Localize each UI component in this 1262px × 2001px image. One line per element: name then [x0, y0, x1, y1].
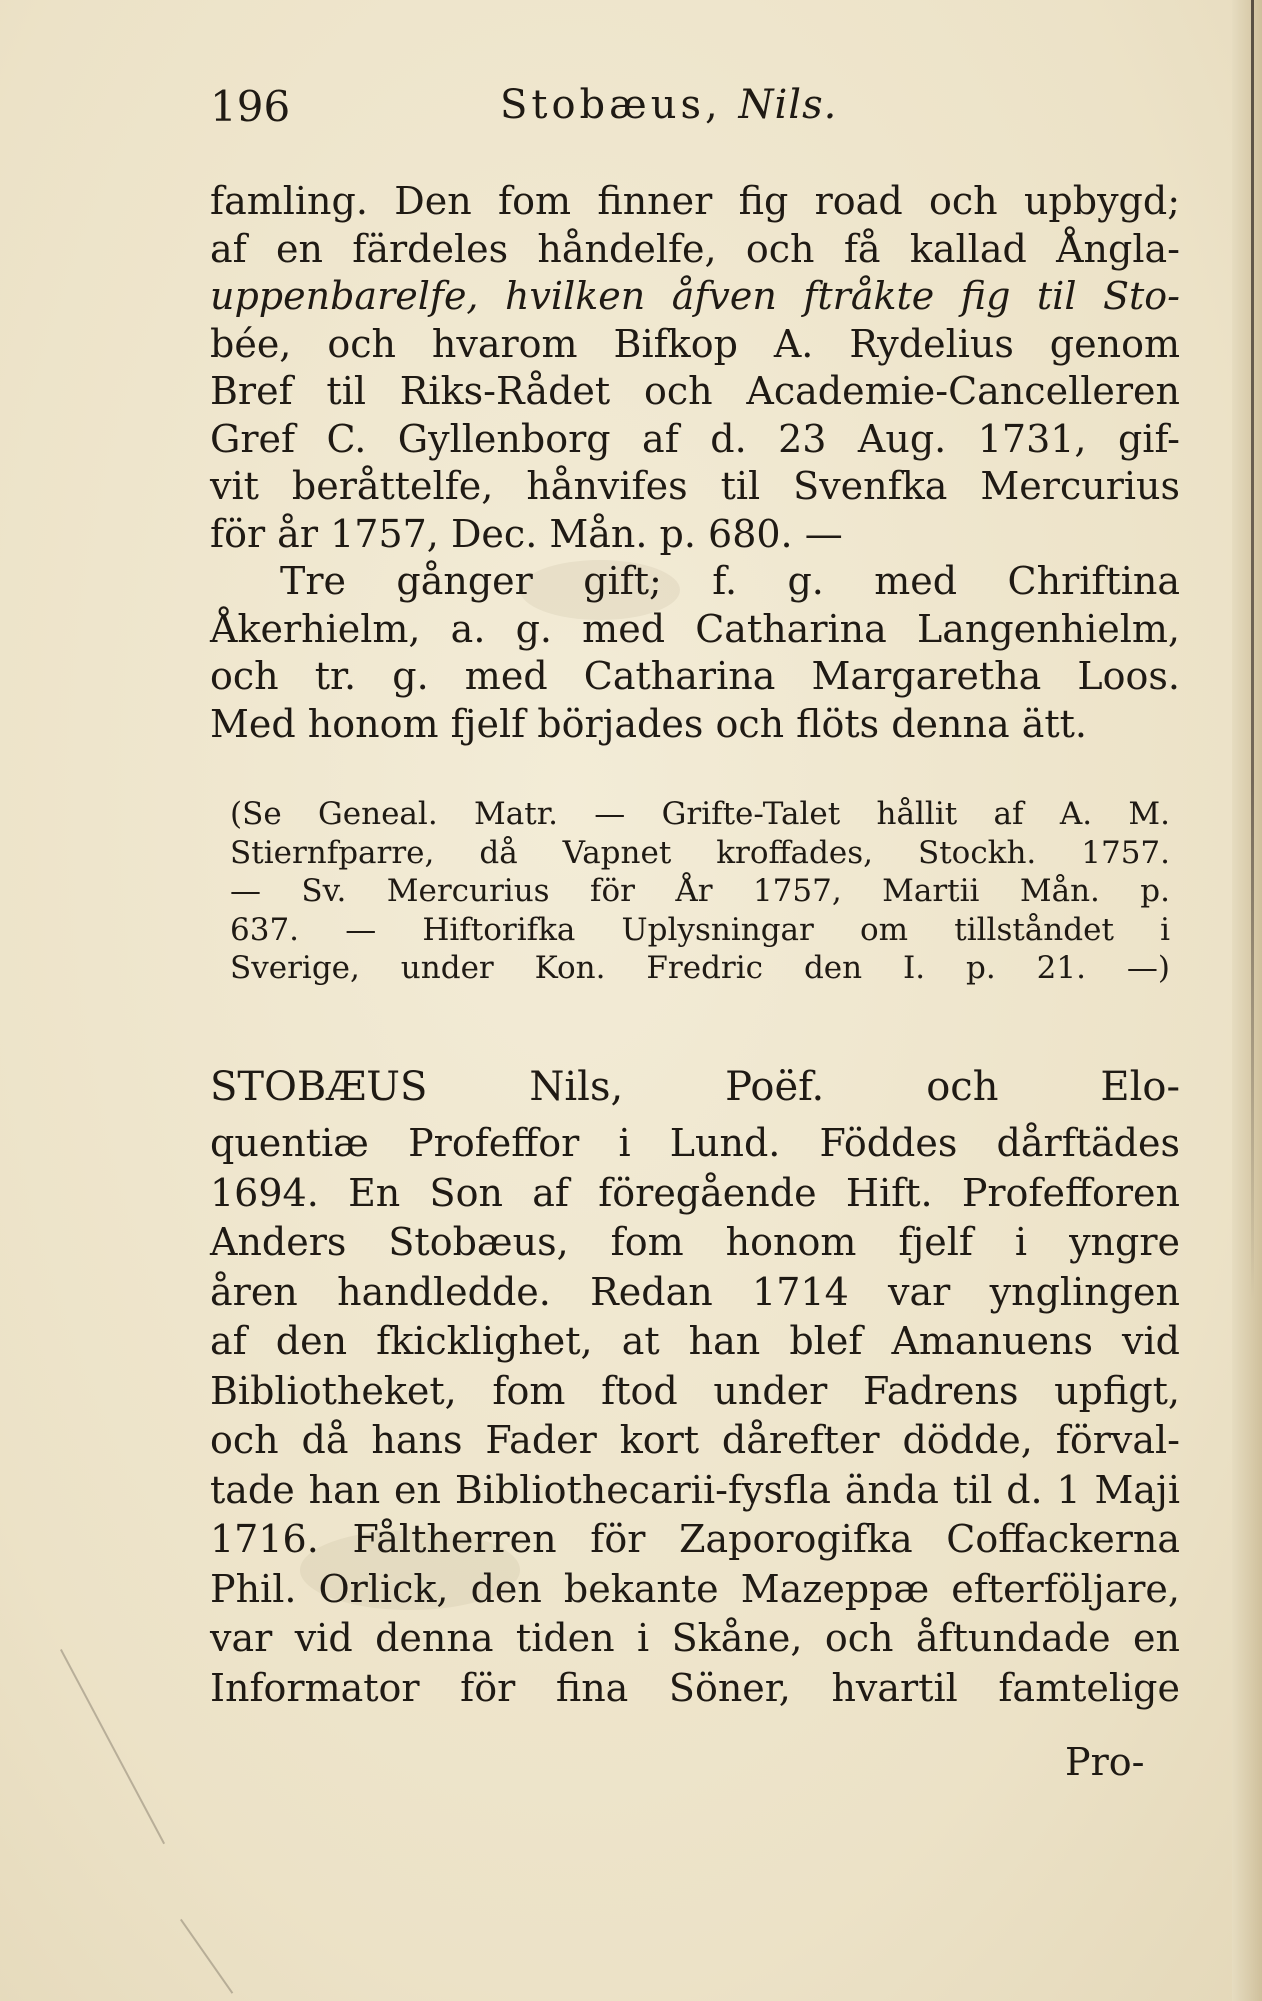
text-line: Informator för fina Söner, hvartil famtelige	[210, 1665, 1180, 1710]
text-line: Phil. Orlick, den bekante Mazeppæ efterföljare,	[210, 1566, 1180, 1611]
text-line: af en färdeles håndelfe, och få kallad Ångla-	[210, 226, 1180, 271]
paper-scratch	[60, 1649, 165, 1844]
running-title-forename: Nils.	[738, 82, 838, 128]
text-line: Anders Stobæus, fom honom fjelf i yngre	[210, 1220, 1180, 1264]
text-line: Tre gånger gift; f. g. med Chriftina	[280, 559, 1180, 603]
page-edge	[1232, 0, 1262, 2001]
text-line: och då hans Fader kort dårefter dödde, förval-	[210, 1418, 1180, 1462]
catchword: Pro-	[1065, 1740, 1145, 1784]
text-line: famling. Den fom finner fig road och upbygd;	[210, 179, 1180, 223]
text-line: 1694. En Son af föregående Hift. Profefforen	[210, 1170, 1180, 1215]
text-line: Bref til Riks-Rådet och Academie-Cancelleren	[210, 369, 1180, 413]
text-line: bée, och hvarom Bifkop A. Rydelius genom	[210, 321, 1180, 366]
text-line: åren handledde. Redan 1714 var ynglingen	[210, 1269, 1180, 1314]
text-line: Åkerhielm, a. g. med Catharina Langenhielm,	[210, 606, 1180, 651]
text-line: Med honom fjelf börjades och flöts denna ätt.	[210, 701, 1088, 746]
running-head	[210, 82, 1010, 142]
note-line: Sverige, under Kon. Fredric den I. p. 21. —)	[230, 950, 1170, 986]
note-line: (Se Geneal. Matr. — Grifte-Talet hållit af A. M.	[230, 796, 1170, 832]
paper-scratch	[180, 1919, 233, 1994]
note-line: Stiernfparre, då Vapnet kroffades, Stockh. 1757.	[230, 834, 1170, 871]
entry-heading-line: STOBÆUS Nils, Poëf. och Elo-	[210, 1064, 1180, 1110]
text-line: var vid denna tiden i Skåne, och åftundade en	[210, 1616, 1180, 1660]
note-line: — Sv. Mercurius för År 1757, Martii Mån. p.	[230, 873, 1170, 909]
entry-continuation	[210, 178, 1180, 748]
binding-shadow	[1251, 0, 1254, 1300]
text-line: Gref C. Gyllenborg af d. 23 Aug. 1731, gif-	[210, 416, 1180, 461]
text-line: och tr. g. med Catharina Margaretha Loos.	[210, 654, 1180, 698]
text-line: 1716. Fåltherren för Zaporogifka Coffackerna	[210, 1517, 1180, 1561]
page-number: 196	[210, 82, 291, 131]
text-line: uppenbarelfe, hvilken åfven ftråkte fig til Sto-	[210, 274, 1180, 318]
text-line: vit beråttelfe, hånvifes til Svenfka Mercurius	[210, 464, 1180, 508]
text-line: för år 1757, Dec. Mån. p. 680. —	[210, 511, 843, 556]
text-line: af den fkicklighet, at han blef Amanuens vid	[210, 1319, 1180, 1363]
running-title-name: Stobæus,	[500, 82, 722, 128]
entry-stobaeus-nils	[210, 1055, 1180, 1713]
running-title	[500, 82, 837, 128]
reference-note	[230, 795, 1170, 988]
text-line: tade han en Bibliothecarii-fysfla ända til d. 1 Maji	[210, 1467, 1180, 1512]
text-line: quentiæ Profeffor i Lund. Föddes dårftädes	[210, 1121, 1180, 1165]
note-line: 637. — Hiftorifka Uplysningar om tillståndet i	[230, 911, 1170, 948]
text-line: Bibliotheket, fom ftod under Fadrens upfigt,	[210, 1368, 1180, 1413]
